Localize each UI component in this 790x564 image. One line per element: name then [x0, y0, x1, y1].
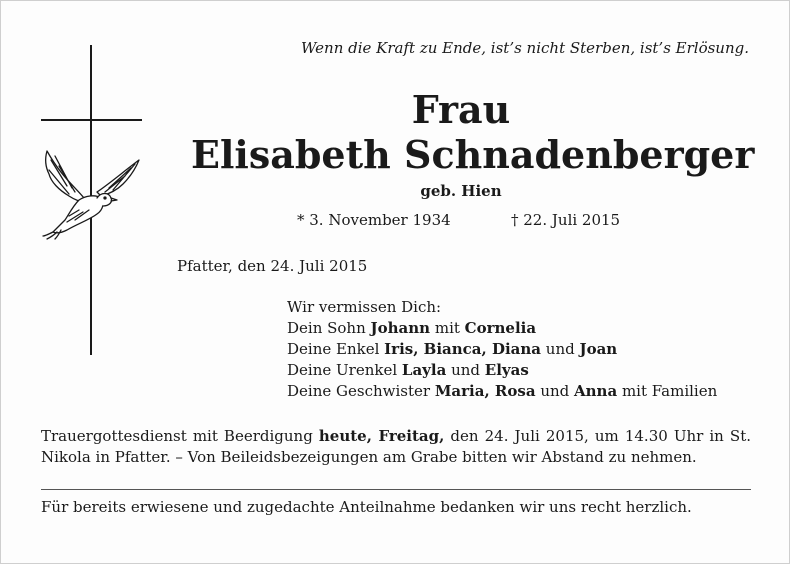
mourner-son: Dein Sohn Johann mit Cornelia	[287, 319, 537, 337]
mourner-grandchildren: Deine Enkel Iris, Bianca, Diana und Joan	[287, 340, 618, 358]
title-salutation: Frau	[411, 87, 511, 132]
birth-date: * 3. November 1934	[297, 211, 451, 229]
maiden-name: geb. Hien	[420, 182, 502, 200]
mourner-siblings: Deine Geschwister Maria, Rosa und Anna mit Familien	[287, 382, 718, 400]
death-date: † 22. Juli 2015	[511, 211, 621, 229]
funeral-service-info: Trauergottesdienst mit Beerdigung heute, Freitag, den 24. Juli 2015, um 14.30 Uhr in St. Nikola in Pfatter. – Von Beileidsbezeigungen am Grabe bitten wir Abstand zu nehmen.	[41, 427, 751, 466]
cross-bar	[41, 119, 142, 121]
mourners-list	[287, 297, 717, 402]
place-and-date: Pfatter, den 24. Juli 2015	[177, 257, 368, 275]
dove-icon	[39, 146, 144, 241]
mourner-great-grandchildren: Deine Urenkel Layla und Elyas	[287, 361, 529, 379]
deceased-name: Elisabeth Schnadenberger	[191, 132, 755, 177]
mourners-heading: Wir vermissen Dich:	[287, 298, 442, 316]
thanks-note: Für bereits erwiesene und zugedachte Anteilnahme bedanken wir uns recht herzlich.	[41, 498, 692, 516]
motto: Wenn die Kraft zu Ende, ist’s nicht Sterben, ist’s Erlösung.	[300, 39, 749, 57]
divider	[41, 489, 751, 490]
